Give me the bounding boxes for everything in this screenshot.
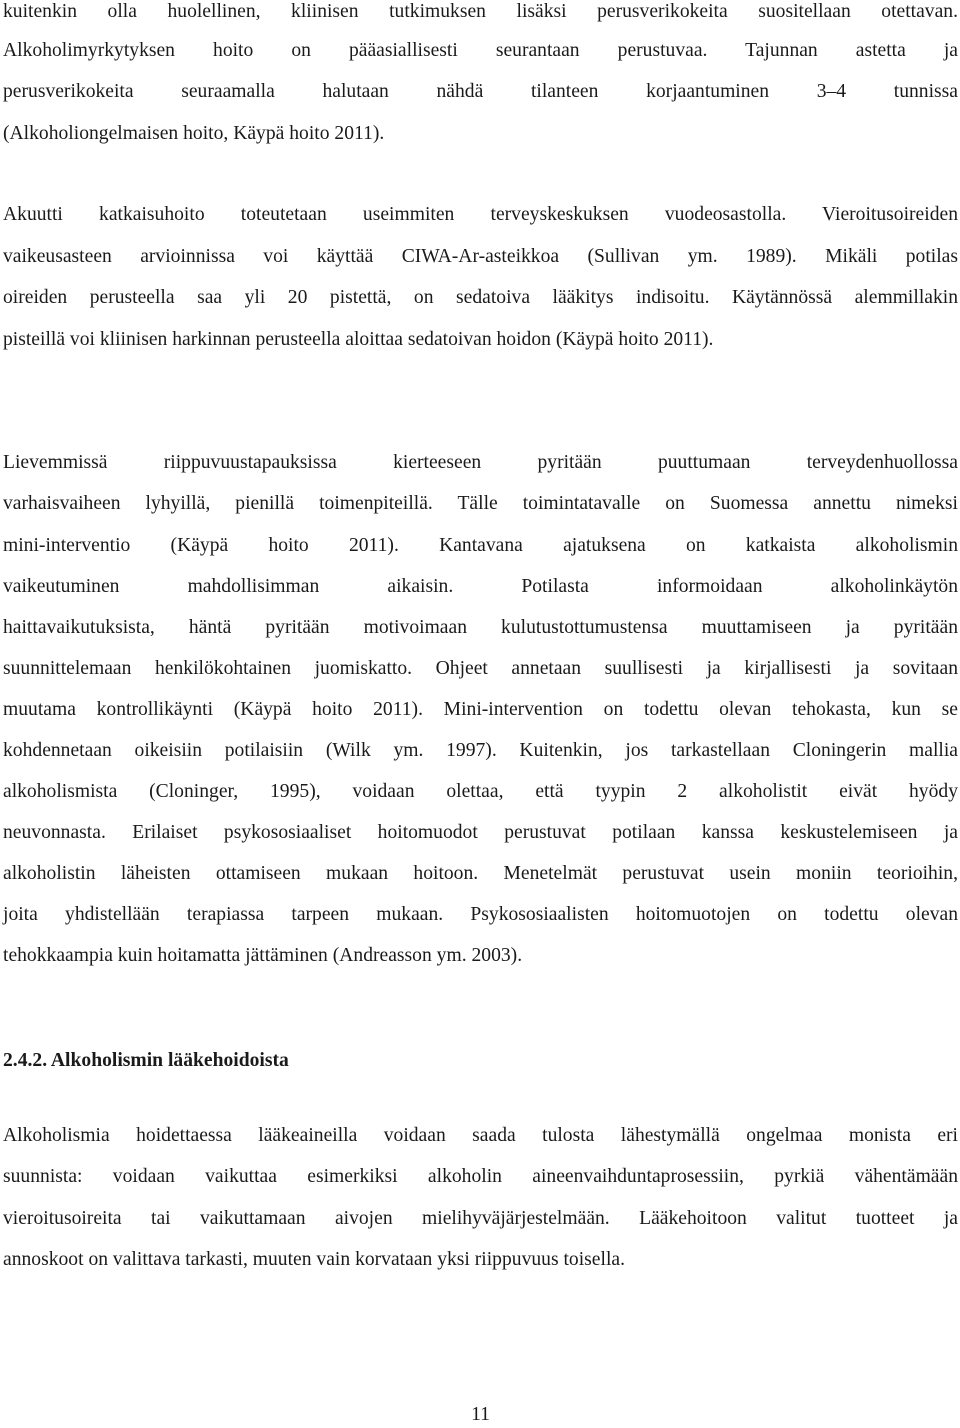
- text-line: alkoholismista (Cloninger, 1995), voidaan olettaa, että tyypin 2 alkoholistit eivät hyödy: [3, 781, 958, 802]
- text-line: Alkoholismia hoidettaessa lääkeaineilla voidaan saada tulosta lähestymällä ongelmaa monista eri: [3, 1125, 958, 1146]
- text-line: oireiden perusteella saa yli 20 pistettä, on sedatoiva lääkitys indisoitu. Käytännössä alemmillakin: [3, 287, 958, 308]
- text-line: vaikeutuminen mahdollisimman aikaisin. Potilasta informoidaan alkoholinkäytön: [3, 576, 958, 597]
- text-line: Lievemmissä riippuvuustapauksissa kierteeseen pyritään puuttumaan terveydenhuollossa: [3, 452, 958, 473]
- text-line: neuvonnasta. Erilaiset psykososiaaliset hoitomuodot perustuvat potilaan kanssa keskustelemiseen ja: [3, 822, 958, 843]
- text-line: joita yhdistellään terapiassa tarpeen mukaan. Psykososiaalisten hoitomuotojen on todettu olevan: [3, 904, 958, 925]
- text-line: suunnista: voidaan vaikuttaa esimerkiksi alkoholin aineenvaihduntaprosessiin, pyrkiä vähentämään: [3, 1166, 958, 1187]
- text-line: pisteillä voi kliinisen harkinnan perusteella aloittaa sedatoivan hoidon (Käypä hoito 2011).: [3, 329, 714, 350]
- text-line: kohdennetaan oikeisiin potilaisiin (Wilk ym. 1997). Kuitenkin, jos tarkastellaan Cloningerin mallia: [3, 740, 958, 761]
- text-line: vaikeusasteen arvioinnissa voi käyttää CIWA-Ar-asteikkoa (Sullivan ym. 1989). Mikäli potilas: [3, 246, 958, 267]
- text-line: alkoholistin läheisten ottamiseen mukaan hoitoon. Menetelmät perustuvat usein moniin teorioihin,: [3, 863, 958, 884]
- text-line: kuitenkin olla huolellinen, kliinisen tutkimuksen lisäksi perusverikokeita suositellaan otettavan.: [3, 1, 958, 22]
- text-line: varhaisvaiheen lyhyillä, pienillä toimenpiteillä. Tälle toimintatavalle on Suomessa annettu nimeksi: [3, 493, 958, 514]
- text-line: haittavaikutuksista, häntä pyritään motivoimaan kulutustottumustensa muuttamiseen ja pyritään: [3, 617, 958, 638]
- text-line: (Alkoholiongelmaisen hoito, Käypä hoito 2011).: [3, 123, 385, 144]
- section-heading: 2.4.2. Alkoholismin lääkehoidoista: [3, 1050, 289, 1071]
- text-line: muutama kontrollikäynti (Käypä hoito 2011). Mini-intervention on todettu olevan tehokasta, kun se: [3, 699, 958, 720]
- text-line: mini-interventio (Käypä hoito 2011). Kantavana ajatuksena on katkaista alkoholismin: [3, 535, 958, 556]
- text-line: Alkoholimyrkytyksen hoito on pääasiallisesti seurantaan perustuvaa. Tajunnan astetta ja: [3, 40, 958, 61]
- text-line: tehokkaampia kuin hoitamatta jättäminen (Andreasson ym. 2003).: [3, 945, 523, 966]
- page-number: 11: [471, 1404, 490, 1425]
- text-line: suunnittelemaan henkilökohtainen juomiskatto. Ohjeet annetaan suullisesti ja kirjallisesti ja sovitaan: [3, 658, 958, 679]
- text-line: perusverikokeita seuraamalla halutaan nähdä tilanteen korjaantuminen 3–4 tunnissa: [3, 81, 958, 102]
- text-line: Akuutti katkaisuhoito toteutetaan useimmiten terveyskeskuksen vuodeosastolla. Vieroitusoireiden: [3, 204, 958, 225]
- text-line: annoskoot on valittava tarkasti, muuten vain korvataan yksi riippuvuus toisella.: [3, 1249, 625, 1270]
- text-line: vieroitusoireita tai vaikuttamaan aivojen mielihyväjärjestelmään. Lääkehoitoon valitut tuotteet ja: [3, 1208, 958, 1229]
